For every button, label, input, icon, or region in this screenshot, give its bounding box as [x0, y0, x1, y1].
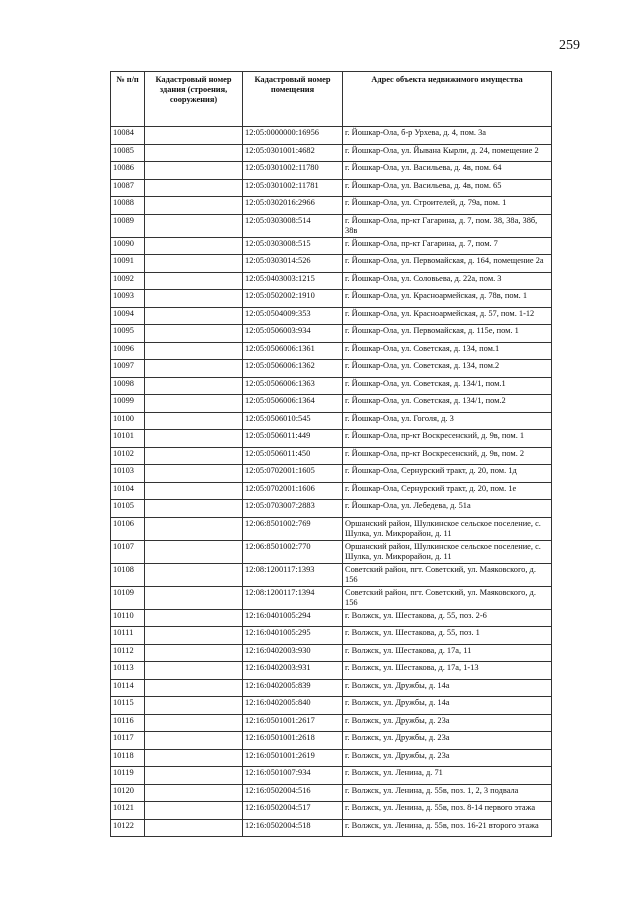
building-cadastral-cell [145, 662, 243, 680]
row-number-cell: 10089 [111, 214, 145, 237]
table-row [111, 197, 552, 215]
premises-cadastral-cell: 12:16:0402003:931 [243, 662, 343, 680]
table-row [111, 272, 552, 290]
premises-cadastral-cell: 12:05:0301002:11780 [243, 162, 343, 180]
premises-cadastral-cell: 12:16:0502004:516 [243, 784, 343, 802]
table-row [111, 360, 552, 378]
building-cadastral-cell [145, 644, 243, 662]
premises-cadastral-cell: 12:06:8501002:770 [243, 540, 343, 563]
building-cadastral-cell [145, 767, 243, 785]
row-number-cell: 10090 [111, 237, 145, 255]
table-row [111, 644, 552, 662]
row-number-cell: 10091 [111, 255, 145, 273]
table-row [111, 732, 552, 750]
building-cadastral-cell [145, 784, 243, 802]
premises-cadastral-cell: 12:05:0702001:1605 [243, 465, 343, 483]
address-cell: г. Йошкар-Ола, пр-кт Гагарина, д. 7, пом. 7 [343, 237, 552, 255]
building-cadastral-cell [145, 697, 243, 715]
building-cadastral-cell [145, 749, 243, 767]
row-number-cell: 10103 [111, 465, 145, 483]
premises-cadastral-cell: 12:05:0506006:1363 [243, 377, 343, 395]
building-cadastral-cell [145, 679, 243, 697]
address-cell: г. Йошкар-Ола, ул. Гоголя, д. 3 [343, 412, 552, 430]
building-cadastral-cell [145, 430, 243, 448]
building-cadastral-cell [145, 627, 243, 645]
address-cell: г. Йошкар-Ола, Сернурский тракт, д. 20, пом. 1е [343, 482, 552, 500]
row-number-cell: 10095 [111, 325, 145, 343]
building-cadastral-cell [145, 272, 243, 290]
row-number-cell: 10112 [111, 644, 145, 662]
row-number-cell: 10105 [111, 500, 145, 518]
premises-cadastral-cell: 12:16:0501001:2618 [243, 732, 343, 750]
address-cell: г. Волжск, ул. Дружбы, д. 23а [343, 732, 552, 750]
row-number-cell: 10101 [111, 430, 145, 448]
address-cell: г. Йошкар-Ола, ул. Советская, д. 134/1, пом.2 [343, 395, 552, 413]
table-row [111, 662, 552, 680]
row-number-cell: 10117 [111, 732, 145, 750]
table-row [111, 179, 552, 197]
table-row [111, 430, 552, 448]
column-header-number: № п/п [111, 72, 145, 127]
row-number-cell: 10087 [111, 179, 145, 197]
building-cadastral-cell [145, 127, 243, 145]
premises-cadastral-cell: 12:16:0401005:295 [243, 627, 343, 645]
table-row [111, 307, 552, 325]
table-row [111, 767, 552, 785]
building-cadastral-cell [145, 540, 243, 563]
row-number-cell: 10119 [111, 767, 145, 785]
building-cadastral-cell [145, 307, 243, 325]
premises-cadastral-cell: 12:16:0401005:294 [243, 609, 343, 627]
row-number-cell: 10115 [111, 697, 145, 715]
address-cell: г. Йошкар-Ола, Сернурский тракт, д. 20, пом. 1д [343, 465, 552, 483]
row-number-cell: 10118 [111, 749, 145, 767]
address-cell: г. Йошкар-Ола, ул. Лебедева, д. 51а [343, 500, 552, 518]
premises-cadastral-cell: 12:16:0501001:2619 [243, 749, 343, 767]
premises-cadastral-cell: 12:16:0502004:518 [243, 819, 343, 837]
premises-cadastral-cell: 12:05:0403003:1215 [243, 272, 343, 290]
table-row [111, 563, 552, 586]
column-header-premises-cadastral: Кадастровый номер помещения [243, 72, 343, 127]
premises-cadastral-cell: 12:05:0303008:514 [243, 214, 343, 237]
address-cell: г. Волжск, ул. Ленина, д. 55в, поз. 8-14 первого этажа [343, 802, 552, 820]
premises-cadastral-cell: 12:16:0502004:517 [243, 802, 343, 820]
building-cadastral-cell [145, 714, 243, 732]
building-cadastral-cell [145, 609, 243, 627]
premises-cadastral-cell: 12:05:0302016:2966 [243, 197, 343, 215]
row-number-cell: 10086 [111, 162, 145, 180]
table-row [111, 162, 552, 180]
address-cell: г. Йошкар-Ола, ул. Советская, д. 134, пом.1 [343, 342, 552, 360]
premises-cadastral-cell: 12:06:8501002:769 [243, 517, 343, 540]
address-cell: г. Йошкар-Ола, ул. Советская, д. 134, пом.2 [343, 360, 552, 378]
building-cadastral-cell [145, 412, 243, 430]
page-number: 259 [559, 38, 580, 53]
address-cell: г. Йошкар-Ола, ул. Васильева, д. 4в, пом. 64 [343, 162, 552, 180]
row-number-cell: 10088 [111, 197, 145, 215]
premises-cadastral-cell: 12:05:0506003:934 [243, 325, 343, 343]
building-cadastral-cell [145, 500, 243, 518]
table-row [111, 465, 552, 483]
building-cadastral-cell [145, 732, 243, 750]
row-number-cell: 10110 [111, 609, 145, 627]
building-cadastral-cell [145, 179, 243, 197]
address-cell: г. Волжск, ул. Дружбы, д. 23а [343, 749, 552, 767]
row-number-cell: 10108 [111, 563, 145, 586]
row-number-cell: 10096 [111, 342, 145, 360]
address-cell: г. Йошкар-Ола, ул. Йывана Кырли, д. 24, помещение 2 [343, 144, 552, 162]
building-cadastral-cell [145, 325, 243, 343]
premises-cadastral-cell: 12:05:0301001:4682 [243, 144, 343, 162]
table-row [111, 377, 552, 395]
table-row [111, 500, 552, 518]
address-cell: г. Волжск, ул. Дружбы, д. 14а [343, 679, 552, 697]
table-row [111, 342, 552, 360]
address-cell: г. Волжск, ул. Шестакова, д. 17а, 11 [343, 644, 552, 662]
table-row [111, 819, 552, 837]
table-row [111, 395, 552, 413]
address-cell: г. Йошкар-Ола, ул. Красноармейская, д. 78в, пом. 1 [343, 290, 552, 308]
row-number-cell: 10092 [111, 272, 145, 290]
building-cadastral-cell [145, 447, 243, 465]
address-cell: г. Йошкар-Ола, ул. Советская, д. 134/1, пом.1 [343, 377, 552, 395]
premises-cadastral-cell: 12:05:0506011:449 [243, 430, 343, 448]
premises-cadastral-cell: 12:05:0506006:1361 [243, 342, 343, 360]
row-number-cell: 10111 [111, 627, 145, 645]
address-cell: Советский район, пгт. Советский, ул. Маяковского, д. 156 [343, 586, 552, 609]
row-number-cell: 10116 [111, 714, 145, 732]
row-number-cell: 10109 [111, 586, 145, 609]
address-cell: Советский район, пгт. Советский, ул. Маяковского, д. 156 [343, 563, 552, 586]
premises-cadastral-cell: 12:05:0702001:1606 [243, 482, 343, 500]
table-row [111, 237, 552, 255]
row-number-cell: 10099 [111, 395, 145, 413]
building-cadastral-cell [145, 482, 243, 500]
address-cell: г. Волжск, ул. Дружбы, д. 23а [343, 714, 552, 732]
premises-cadastral-cell: 12:16:0402005:840 [243, 697, 343, 715]
table-row [111, 325, 552, 343]
premises-cadastral-cell: 12:05:0504009:353 [243, 307, 343, 325]
building-cadastral-cell [145, 214, 243, 237]
table-row [111, 290, 552, 308]
row-number-cell: 10121 [111, 802, 145, 820]
premises-cadastral-cell: 12:16:0501001:2617 [243, 714, 343, 732]
table-row [111, 482, 552, 500]
table-row [111, 412, 552, 430]
premises-cadastral-cell: 12:05:0303008:515 [243, 237, 343, 255]
premises-cadastral-cell: 12:05:0506010:545 [243, 412, 343, 430]
address-cell: г. Волжск, ул. Шестакова, д. 17а, 1-13 [343, 662, 552, 680]
row-number-cell: 10114 [111, 679, 145, 697]
table-row [111, 627, 552, 645]
premises-cadastral-cell: 12:05:0303014:526 [243, 255, 343, 273]
building-cadastral-cell [145, 255, 243, 273]
building-cadastral-cell [145, 563, 243, 586]
table-row [111, 127, 552, 145]
table-row [111, 214, 552, 237]
building-cadastral-cell [145, 237, 243, 255]
building-cadastral-cell [145, 377, 243, 395]
table-row [111, 540, 552, 563]
row-number-cell: 10093 [111, 290, 145, 308]
row-number-cell: 10084 [111, 127, 145, 145]
building-cadastral-cell [145, 360, 243, 378]
premises-cadastral-cell: 12:08:1200117:1394 [243, 586, 343, 609]
row-number-cell: 10094 [111, 307, 145, 325]
table-body [111, 127, 552, 837]
table-row [111, 144, 552, 162]
table-row [111, 784, 552, 802]
table-row [111, 609, 552, 627]
table-row [111, 697, 552, 715]
premises-cadastral-cell: 12:05:0000000:16956 [243, 127, 343, 145]
building-cadastral-cell [145, 465, 243, 483]
address-cell: г. Йошкар-Ола, ул. Первомайская, д. 115е, пом. 1 [343, 325, 552, 343]
premises-cadastral-cell: 12:16:0402005:839 [243, 679, 343, 697]
building-cadastral-cell [145, 802, 243, 820]
building-cadastral-cell [145, 197, 243, 215]
premises-cadastral-cell: 12:16:0402003:930 [243, 644, 343, 662]
address-cell: г. Волжск, ул. Дружбы, д. 14а [343, 697, 552, 715]
address-cell: г. Йошкар-Ола, ул. Строителей, д. 79а, пом. 1 [343, 197, 552, 215]
row-number-cell: 10085 [111, 144, 145, 162]
column-header-building-cadastral: Кадастровый номер здания (строения, сооружения) [145, 72, 243, 127]
address-cell: г. Волжск, ул. Шестакова, д. 55, поз. 2-6 [343, 609, 552, 627]
building-cadastral-cell [145, 144, 243, 162]
address-cell: г. Йошкар-Ола, пр-кт Воскресенский, д. 9в, пом. 1 [343, 430, 552, 448]
premises-cadastral-cell: 12:08:1200117:1393 [243, 563, 343, 586]
premises-cadastral-cell: 12:05:0506006:1364 [243, 395, 343, 413]
row-number-cell: 10102 [111, 447, 145, 465]
building-cadastral-cell [145, 290, 243, 308]
row-number-cell: 10098 [111, 377, 145, 395]
table-header-row [111, 72, 552, 127]
building-cadastral-cell [145, 162, 243, 180]
row-number-cell: 10106 [111, 517, 145, 540]
table-row [111, 679, 552, 697]
column-header-address: Адрес объекта недвижимого имущества [343, 72, 552, 127]
address-cell: г. Йошкар-Ола, ул. Соловьева, д. 22а, пом. 3 [343, 272, 552, 290]
table-row [111, 802, 552, 820]
row-number-cell: 10107 [111, 540, 145, 563]
row-number-cell: 10122 [111, 819, 145, 837]
premises-cadastral-cell: 12:05:0301002:11781 [243, 179, 343, 197]
table-row [111, 255, 552, 273]
address-cell: г. Волжск, ул. Ленина, д. 55в, поз. 16-21 второго этажа [343, 819, 552, 837]
address-cell: г. Йошкар-Ола, ул. Первомайская, д. 164, помещение 2а [343, 255, 552, 273]
address-cell: г. Йошкар-Ола, ул. Красноармейская, д. 57, пом. 1-12 [343, 307, 552, 325]
row-number-cell: 10120 [111, 784, 145, 802]
address-cell: г. Волжск, ул. Ленина, д. 55в, поз. 1, 2, 3 подвала [343, 784, 552, 802]
premises-cadastral-cell: 12:05:0506011:450 [243, 447, 343, 465]
premises-cadastral-cell: 12:05:0703007:2883 [243, 500, 343, 518]
address-cell: Оршанский район, Шулкинское сельское поселение, с. Шулка, ул. Микрорайон, д. 11 [343, 540, 552, 563]
row-number-cell: 10100 [111, 412, 145, 430]
row-number-cell: 10113 [111, 662, 145, 680]
table-row [111, 586, 552, 609]
address-cell: г. Волжск, ул. Шестакова, д. 55, поз. 1 [343, 627, 552, 645]
table-row [111, 517, 552, 540]
building-cadastral-cell [145, 517, 243, 540]
address-cell: Оршанский район, Шулкинское сельское поселение, с. Шулка, ул. Микрорайон, д. 11 [343, 517, 552, 540]
building-cadastral-cell [145, 819, 243, 837]
premises-cadastral-cell: 12:05:0506006:1362 [243, 360, 343, 378]
row-number-cell: 10097 [111, 360, 145, 378]
property-registry-table [110, 71, 552, 837]
table-row [111, 447, 552, 465]
address-cell: г. Йошкар-Ола, ул. Васильева, д. 4в, пом. 65 [343, 179, 552, 197]
building-cadastral-cell [145, 342, 243, 360]
building-cadastral-cell [145, 395, 243, 413]
table-row [111, 749, 552, 767]
premises-cadastral-cell: 12:05:0502002:1910 [243, 290, 343, 308]
address-cell: г. Волжск, ул. Ленина, д. 71 [343, 767, 552, 785]
address-cell: г. Йошкар-Ола, пр-кт Воскресенский, д. 9в, пом. 2 [343, 447, 552, 465]
premises-cadastral-cell: 12:16:0501007:934 [243, 767, 343, 785]
table-row [111, 714, 552, 732]
row-number-cell: 10104 [111, 482, 145, 500]
building-cadastral-cell [145, 586, 243, 609]
address-cell: г. Йошкар-Ола, пр-кт Гагарина, д. 7, пом. 38, 38а, 38б, 38в [343, 214, 552, 237]
address-cell: г. Йошкар-Ола, б-р Урхева, д. 4, пом. 3а [343, 127, 552, 145]
